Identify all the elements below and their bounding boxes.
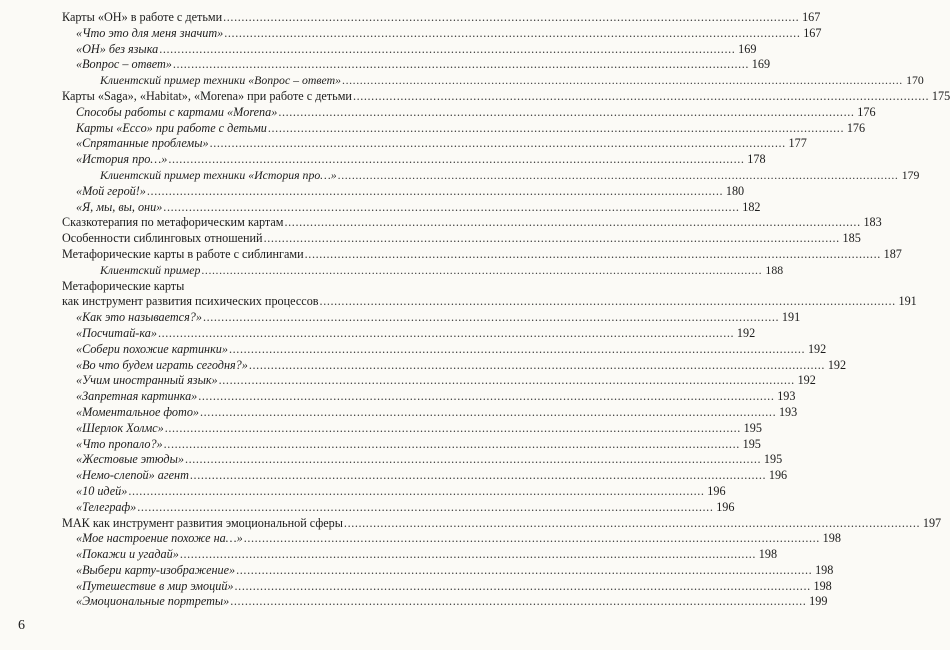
toc-entry-page: 178 [747,152,766,167]
toc-entry [62,515,942,532]
toc-entry [62,531,841,547]
dot-leader [137,500,713,516]
toc-entry-page: 195 [763,452,783,467]
toc-entry [62,547,778,563]
dot-leader [147,184,723,200]
toc-entry [62,73,924,89]
toc-entry-title: «Я, мы, вы, они» [76,199,163,214]
dot-leader [159,42,735,58]
toc-entry-title: Особенности сиблинговых отношений [62,231,263,246]
toc-entry-title: «Мое настроение похоже на…» [76,531,243,546]
dot-leader [249,358,825,374]
toc-entry [62,167,920,184]
toc-entry-title: «Шерлок Холмс» [76,420,164,435]
toc-entry-title: «Во что будем играть сегодня?» [76,357,248,372]
toc-entry-page: 192 [807,341,827,356]
toc-entry [62,420,762,437]
toc-entry-page: 195 [742,436,761,451]
toc-entry-title: «Собери похожие картинки» [76,341,228,356]
dot-leader [285,215,861,231]
toc-entry-title: «Мой герой!» [76,183,146,198]
dot-leader [198,389,774,405]
toc-entry-title: «Путешествие в мир эмоций» [76,578,234,593]
dot-leader [236,563,812,579]
toc-entry-page: 187 [883,246,902,261]
toc-entry-page: 167 [803,25,822,40]
dot-leader [338,168,899,184]
toc-entry [62,483,726,500]
toc-entry-title: «Что пропало?» [76,436,163,451]
toc-entry-title: «Как это называется?» [76,310,202,325]
toc-entry [62,262,784,279]
toc-entry-page: 192 [797,373,816,388]
toc-entry [62,41,757,58]
dot-leader [344,516,920,532]
toc-entry-title: «Что это для меня значит» [76,25,224,40]
toc-entry-title: «Спрятанные проблемы» [76,136,209,151]
toc-entry-title: как инструмент развития психических процессов [62,294,319,309]
toc-entry-title: «Вопрос – ответ» [76,57,172,72]
dot-leader [264,231,840,247]
toc-entry [62,594,828,610]
dot-leader [201,263,762,279]
dot-leader [219,373,795,389]
toc-entry [62,373,816,389]
toc-entry-title: «Немо-слепой» агент [76,468,189,483]
toc-entry-title: «Жестовые этюды» [76,452,184,467]
toc-entry-page: 193 [777,389,796,404]
toc-entry-page: 199 [809,594,828,609]
toc-entry-page: 193 [778,404,798,419]
toc-entry-page: 175 [931,88,950,103]
dot-leader [168,152,744,168]
toc-entry [62,152,766,168]
toc-entry-title: Карты «Saga», «Habitat», «Morena» при работе с детьми [62,88,352,103]
dot-leader [200,405,776,421]
toc-entry-title: «10 идей» [76,483,128,498]
toc-entry [62,25,822,42]
dot-leader [305,247,881,263]
toc-entry-title: Клиентский пример техники «История про…» [100,167,337,182]
toc-entry-page: 177 [788,136,807,151]
dot-leader [223,10,799,26]
toc-entry-page: 195 [743,420,762,435]
toc-entry [62,325,756,342]
dot-leader [229,342,805,358]
toc-entry-title: Карты «ОН» в работе с детьми [62,10,223,24]
toc-entry [62,88,950,105]
toc-entry [62,499,735,516]
toc-entry-title: «ОН» без языка [76,41,159,56]
toc-entry-page: 196 [768,468,788,483]
toc-entry-title: «История про…» [76,152,168,167]
toc-entry-page: 169 [738,41,757,56]
toc-entry-page: 198 [822,531,841,546]
toc-entry [62,199,761,216]
toc-entry-title: Сказкотерапия по метафорическим картам [62,215,284,230]
dot-leader [158,326,734,342]
toc-entry-title: «Учим иностранный язык» [76,373,218,388]
toc-entry [62,231,861,247]
toc-entry-page: 188 [765,262,784,277]
dot-leader [224,26,800,42]
toc-entry [62,215,882,231]
toc-entry-page: 167 [802,10,821,24]
toc-entry-page: 179 [901,167,920,182]
dot-leader [342,73,903,89]
toc-entry-title: Клиентский пример техники «Вопрос – ответ» [100,73,342,88]
toc-entry-title: Метафорические карты [62,278,185,293]
toc-entry-page: 196 [707,483,726,498]
dot-leader [203,310,779,326]
dot-leader [165,421,741,437]
table-of-contents [62,10,950,610]
toc-entry-page: 197 [922,515,942,530]
toc-entry [62,468,788,484]
dot-leader [164,437,740,453]
toc-entry-page: 182 [742,199,761,214]
toc-entry-page: 192 [736,325,756,340]
toc-entry [62,452,783,468]
toc-entry-title: «Моментальное фото» [76,404,200,419]
toc-entry [62,310,801,326]
toc-entry-page: 169 [751,57,771,72]
dot-leader [320,294,896,310]
toc-entry-title: «Запретная картинка» [76,389,198,404]
toc-entry-page: 192 [827,357,847,372]
toc-entry-title: Метафорические карты в работе с сиблингами [62,246,304,261]
toc-entry-page: 176 [857,104,876,119]
toc-entry-page: 198 [815,562,834,577]
toc-entry [62,183,745,200]
toc-entry-page: 191 [781,310,801,325]
toc-entry-page: 180 [725,183,745,198]
toc-entry-title: Способы работы с картами «Morena» [76,104,278,119]
toc-entry [62,578,832,595]
dot-leader [353,89,929,105]
dot-leader [278,105,854,121]
toc-entry-title: «Эмоциональные портреты» [76,594,230,609]
toc-entry [62,10,821,26]
toc-entry-title: «Выбери карту-изображение» [76,562,236,577]
toc-entry-page: 198 [813,578,832,593]
dot-leader [173,57,749,73]
dot-leader [180,547,756,563]
toc-entry-page: 196 [716,499,735,514]
toc-entry-page: 198 [758,547,778,562]
toc-entry-page: 185 [842,231,861,246]
toc-entry-page: 176 [846,120,866,135]
toc-entry [62,341,827,358]
toc-entry-title: «Телеграф» [76,499,137,514]
toc-entry [62,357,847,374]
toc-entry [62,404,798,421]
page-number: 6 [18,618,25,633]
dot-leader [268,121,844,137]
dot-leader [230,594,806,610]
toc-entry-title: «Посчитай-ка» [76,325,157,340]
toc-entry-page: 183 [863,215,882,230]
toc-entry-title: «Покажи и угадай» [76,547,179,562]
toc-entry-page: 170 [906,73,924,88]
dot-leader [190,468,766,484]
toc-entry [62,246,902,263]
dot-leader [210,136,786,152]
toc-entry [62,562,834,579]
dot-leader [244,531,820,547]
toc-entry [62,436,761,453]
toc-entry [62,120,866,137]
dot-leader [128,484,704,500]
toc-entry-title: Клиентский пример [100,262,201,277]
toc-entry [62,104,876,121]
toc-entry-page: 191 [898,294,917,309]
toc-entry [62,136,807,152]
toc-entry [62,389,796,405]
dot-leader [185,452,761,468]
toc-entry-title: Карты «Ecco» при работе с детьми [76,120,267,135]
toc-entry [62,57,771,73]
toc-entry-title: МАК как инструмент развития эмоциональной сферы [62,515,343,530]
toc-entry [62,294,917,310]
dot-leader [163,200,739,216]
dot-leader [235,579,811,595]
toc-entry [62,279,433,295]
